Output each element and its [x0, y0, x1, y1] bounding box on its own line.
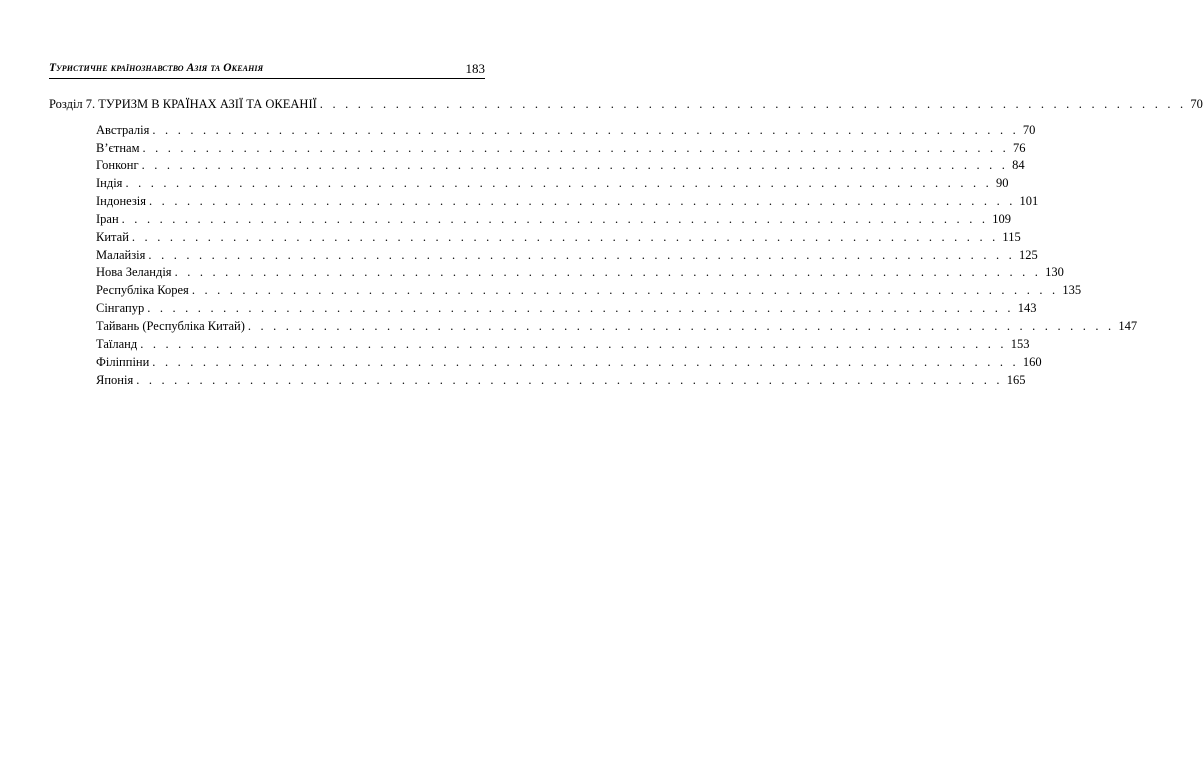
toc-entry-page: 143 — [1017, 301, 1037, 315]
toc-entry-page: 109 — [992, 212, 1011, 226]
toc-entry-page: 130 — [1045, 265, 1064, 279]
toc-entry — [96, 283, 1082, 298]
running-header — [49, 62, 485, 79]
dot-leader: . . . . . . . . . . . . . . . . . . . . . . . . . . . . . . . . . . . . . . . . . . . . . . . . . . . . . . . . . . . . . . . . . . . . . — [140, 337, 1007, 351]
toc-chapter-page: 70 — [1190, 97, 1203, 111]
toc-entry — [96, 194, 1039, 209]
toc-entry-label: Індія — [96, 176, 123, 190]
toc-entry-label: Таїланд — [96, 337, 138, 351]
toc-entry-label: Японія — [96, 373, 134, 387]
toc-entry-label: Гонконг — [96, 158, 139, 172]
toc-entry-page: 147 — [1118, 319, 1138, 333]
toc-entry-page: 84 — [1012, 158, 1025, 172]
toc-entry-label: Республіка Корея — [96, 283, 189, 297]
dot-leader: . . . . . . . . . . . . . . . . . . . . . . . . . . . . . . . . . . . . . . . . . . . . . . . . . . . . . . . . . . . . . . . . . . . . . — [319, 97, 1187, 111]
toc-entry — [96, 230, 1021, 245]
toc-entry-page: 135 — [1062, 283, 1082, 297]
toc-entry-label: Тайвань (Республіка Китай) — [96, 319, 245, 333]
dot-leader: . . . . . . . . . . . . . . . . . . . . . . . . . . . . . . . . . . . . . . . . . . . . . . . . . . . . . . . . . . . . . . . . . . . . . — [152, 355, 1019, 369]
toc-entry-page: 165 — [1006, 373, 1026, 387]
toc-entry — [96, 355, 1042, 370]
toc-entry-label: Філіппіни — [96, 355, 150, 369]
toc-entry-page: 76 — [1013, 141, 1026, 155]
dot-leader: . . . . . . . . . . . . . . . . . . . . . . . . . . . . . . . . . . . . . . . . . . . . . . . . . . . . . . . . . . . . . . . . . . . . . — [121, 212, 989, 226]
toc-entry — [96, 373, 1026, 388]
dot-leader: . . . . . . . . . . . . . . . . . . . . . . . . . . . . . . . . . . . . . . . . . . . . . . . . . . . . . . . . . . . . . . . . . . . . . — [174, 265, 1042, 279]
toc-entry-page: 160 — [1022, 355, 1042, 369]
toc-entry-page: 70 — [1022, 123, 1036, 137]
dot-leader: . . . . . . . . . . . . . . . . . . . . . . . . . . . . . . . . . . . . . . . . . . . . . . . . . . . . . . . . . . . . . . . . . . . . . — [148, 248, 1015, 262]
toc-entry — [96, 158, 1025, 173]
toc-entry — [96, 141, 1026, 156]
toc-entry-page: 101 — [1019, 194, 1039, 208]
toc-entry — [96, 301, 1037, 316]
toc-entry — [96, 123, 1036, 138]
dot-leader: . . . . . . . . . . . . . . . . . . . . . . . . . . . . . . . . . . . . . . . . . . . . . . . . . . . . . . . . . . . . . . . . . . . . . — [149, 194, 1016, 208]
running-header-title: Туристичне країнознавство Азія та Океанія — [49, 62, 264, 74]
page-number: 183 — [465, 61, 485, 76]
dot-leader: . . . . . . . . . . . . . . . . . . . . . . . . . . . . . . . . . . . . . . . . . . . . . . . . . . . . . . . . . . . . . . . . . . . . . — [125, 176, 992, 190]
toc-entry — [96, 319, 1138, 334]
toc-chapter-title: Розділ 7. ТУРИЗМ В КРАЇНАХ АЗІЇ ТА ОКЕАНІЇ — [49, 97, 317, 111]
toc-entry-label: Австралія — [96, 123, 150, 137]
toc-entry — [96, 337, 1030, 352]
dot-leader: . . . . . . . . . . . . . . . . . . . . . . . . . . . . . . . . . . . . . . . . . . . . . . . . . . . . . . . . . . . . . . . . . . . . . — [141, 158, 1009, 172]
toc-entry — [96, 248, 1038, 263]
dot-leader: . . . . . . . . . . . . . . . . . . . . . . . . . . . . . . . . . . . . . . . . . . . . . . . . . . . . . . . . . . . . . . . . . . . . . — [131, 230, 999, 244]
dot-leader: . . . . . . . . . . . . . . . . . . . . . . . . . . . . . . . . . . . . . . . . . . . . . . . . . . . . . . . . . . . . . . . . . . . . . — [152, 123, 1019, 137]
toc-entry-label: Сінгапур — [96, 301, 145, 315]
toc-entry-label: Іран — [96, 212, 119, 226]
dot-leader: . . . . . . . . . . . . . . . . . . . . . . . . . . . . . . . . . . . . . . . . . . . . . . . . . . . . . . . . . . . . . . . . . . . . . — [247, 319, 1115, 333]
toc-entry-label: Нова Зеландія — [96, 265, 172, 279]
toc-entry-label: Китай — [96, 230, 129, 244]
dot-leader: . . . . . . . . . . . . . . . . . . . . . . . . . . . . . . . . . . . . . . . . . . . . . . . . . . . . . . . . . . . . . . . . . . . . . — [191, 283, 1059, 297]
toc-entry-label: Індонезія — [96, 194, 147, 208]
toc-entry-page: 125 — [1018, 248, 1038, 262]
toc-entry-label: В’єтнам — [96, 141, 140, 155]
toc-entry — [96, 212, 1011, 227]
toc-entry-page: 153 — [1010, 337, 1030, 351]
toc-entry — [96, 176, 1009, 191]
dot-leader: . . . . . . . . . . . . . . . . . . . . . . . . . . . . . . . . . . . . . . . . . . . . . . . . . . . . . . . . . . . . . . . . . . . . . — [142, 141, 1010, 155]
toc-chapter-entry — [49, 97, 1203, 112]
toc-entry — [96, 265, 1064, 280]
dot-leader: . . . . . . . . . . . . . . . . . . . . . . . . . . . . . . . . . . . . . . . . . . . . . . . . . . . . . . . . . . . . . . . . . . . . . — [147, 301, 1014, 315]
toc-entry-page: 90 — [995, 176, 1009, 190]
dot-leader: . . . . . . . . . . . . . . . . . . . . . . . . . . . . . . . . . . . . . . . . . . . . . . . . . . . . . . . . . . . . . . . . . . . . . — [136, 373, 1003, 387]
toc-entry-page: 115 — [1002, 230, 1021, 244]
toc-entry-label: Малайзія — [96, 248, 146, 262]
